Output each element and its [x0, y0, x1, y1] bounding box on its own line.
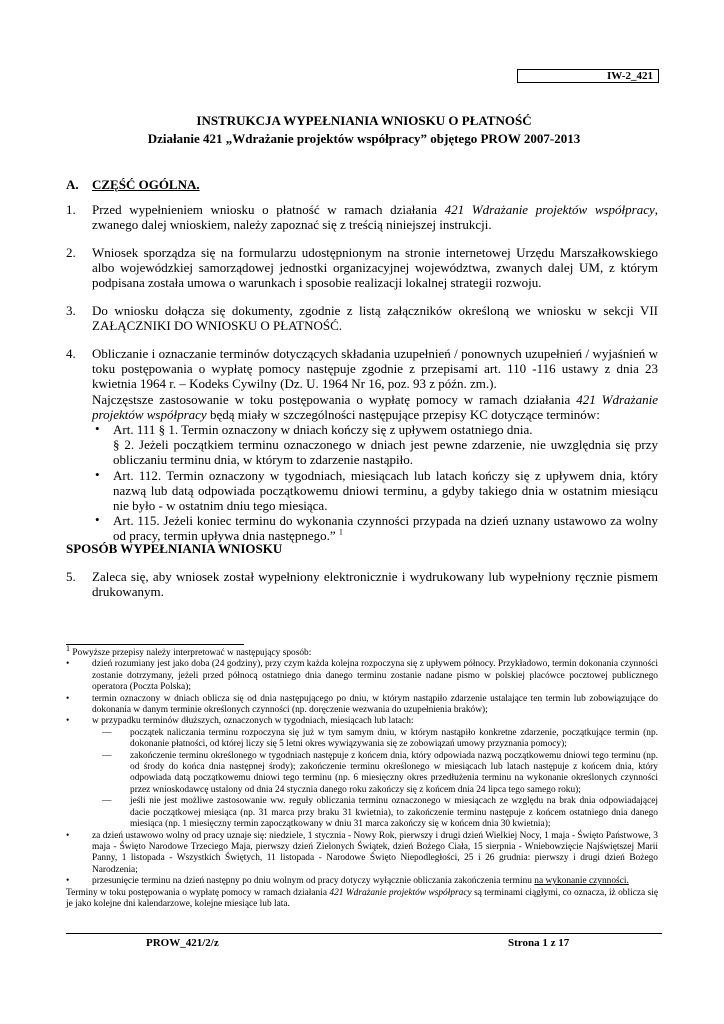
item-paragraph: Obliczanie i oznaczanie terminów dotyczących składania uzupełnień / ponownych uzupełnień / wyjaśnień w toku postępowania o wypłatę pomocy następuje zgodnie z przepisami art. 110 -116 ustawy z dnia 23 kwietnia 1964 r. – Kodeks Cywilny (Dz. U. 1964 Nr 16, poz. 93 z późn. zm.). [92, 346, 658, 392]
bullet-item: • Art. 111 § 1. Termin oznaczony w dniach kończy się z upływem ostatniego dnia. [95, 421, 533, 438]
dash-icon: — [102, 750, 112, 761]
bullet-item: • Art. 115. Jeżeli koniec terminu do wykonania czynności przypada na dzień uznany ustawowo za wolny od pracy, termin upływa dnia następnego.” $^1$ [95, 512, 658, 544]
bullet-icon: • [95, 421, 100, 437]
footnote-ref[interactable]: 1 [338, 528, 343, 538]
item-text: Do wniosku dołącza się dokumenty, zgodnie z listą załączników określoną we wniosku w sekcji VII ZAŁĄCZNIKI DO WNIOSKU O PŁATNOŚĆ. [92, 303, 658, 334]
footnote-bullet: • przesunięcie terminu na dzień następny po dniu wolnym od pracy dotyczy wyłącznie obliczania zakończenia terminu na wykonanie czynności. [66, 876, 629, 887]
bullet-icon: • [95, 466, 100, 482]
document-subtitle: Działanie 421 „Wdrażanie projektów współpracy” objętego PROW 2007-2013 [147, 131, 581, 146]
bullet-item: • Art. 112. Termin oznaczony w tygodniach, miesiącach lub latach kończy się z upływem dnia, który nazwą lub datą odpowiada początkowemu dniowi terminu, a gdyby takiego dnia w ostatnim miesiącu nie było - w ostatnim dniu tego miesiąca. [95, 466, 658, 514]
item-number: 3. [66, 303, 76, 318]
page-number: Strona 1 z 17 [508, 937, 570, 949]
item-text: Wniosek sporządza się na formularzu udostępnionym na stronie internetowej Urzędu Marszałkowskiego albo wojewódzkiej samorządowej jednostki organizacyjnej województwa, zwanych dalej UM, z którym podpisana została umowa o warunkach i sposobie realizacji lokalnej strategii rozwoju. [92, 245, 658, 291]
item-number: 5. [66, 569, 76, 584]
footnote-bullet: • za dzień ustawowo wolny od pracy uznaje się: niedziele, 1 stycznia - Nowy Rok, pierwszy i drugi dzień Wielkiej Nocy, 1 maja - Święto Państwowe, 3 maja - Święto Narodowe Trzeciego Maja, pierwszy dzień Zielonych Świątek, dzień Bożego Ciała, 15 sierpnia - Wniebowzięcie Najświętszej Marii Panny, 1 listopada - Wszystkich Świętych, 11 listopada - Narodowe Święto Niepodległości, 25 i 26 grudnia: pierwszy i drugi dzień Bożego Narodzenia; [66, 830, 658, 875]
footnote-closing: Terminy w toku postępowania o wypłatę pomocy w ramach działania 421 Wdrażanie projektów współpracy są terminami ciągłymi, co oznacza, iż oblicza się je jako kolejne dni kalendarzowe, kolejne miesiące lub lata. [66, 887, 658, 909]
item-number: 4. [66, 346, 76, 361]
section-a-label: A. [66, 177, 79, 192]
footnote-bullet: • termin oznaczony w dniach oblicza się od dnia następującego po dniu, w którym nastąpiło zdarzenie ustalające ten termin lub zobowiązujące do dokonania w danym terminie określonych czynności (np. doręczenie wezwania do uzupełnienia braków); [66, 693, 658, 716]
footnote-separator [66, 644, 244, 645]
section-a-heading [66, 177, 200, 192]
footnote-bullet: • w przypadku terminów dłuższych, oznaczonych w tygodniach, miesiącach lub latach: [66, 716, 414, 727]
section-heading: SPOSÓB WYPEŁNIANIA WNIOSKU [66, 541, 283, 556]
footnote-dash-item: — zakończenie terminu określonego w tygodniach następuje z końcem dnia, który odpowiada nazwą początkowemu dniowi tego terminu (np. od środy do końca dnia następnej środy); zakończenie terminu określonego w miesiącach lub latach następuje z końcem dnia, który odpowiada datą początkowemu dniowi tego terminu (np. 6 miesięczny okres przedłużenia terminu na wykonanie określonych czynności przez wnioskodawcę ustalony od dnia 24 stycznia danego roku zakończy się z końcem dnia 24 lipca tego samego roku); [102, 750, 658, 795]
footnote-dash-item: — jeśli nie jest możliwe zastosowanie ww. reguły obliczania terminu oznaczonego w miesiącach ze względu na brak dnia odpowiadającej dacie początkowej miesiąca (np. 31 marca przy braku 31 kwietnia), to zakończenie terminu następuje z końcem ostatniego dnia danego miesiąca (np. 1 miesięczny termin zapoczątkowany w dniu 31 marca zakończy się w końcem dnia 30 kwietnia); [102, 796, 658, 830]
footnote-dash-item: — początek naliczania terminu rozpoczyna się już w tym samym dniu, w którym nastąpiło konkretne zdarzenie, początkujące termin (np. dokonanie płatności, od której liczy się 5 letni okres wywiązywania się ze zobowiązań umowy przyznania pomocy); [102, 727, 658, 750]
bullet-continuation: § 2. Jeżeli początkiem terminu oznaczonego w dniach jest pewne zdarzenie, nie uwzględnia się przy obliczaniu terminu dnia, w którym to zdarzenie nastąpiło. [113, 437, 658, 468]
dash-icon: — [102, 727, 112, 738]
section-a-title: CZĘŚĆ OGÓLNA. [92, 177, 200, 192]
bullet-icon: • [66, 716, 70, 727]
footer-separator [66, 933, 662, 934]
dash-icon: — [102, 796, 112, 807]
item-text: Zaleca się, aby wniosek został wypełniony elektronicznie i wydrukowany lub wypełniony ręcznie pismem drukowanym. [92, 569, 658, 600]
bullet-icon: • [66, 659, 70, 670]
footer-doc-code: PROW_421/2/z [146, 937, 219, 949]
bullet-icon: • [66, 693, 70, 704]
list-item-4 [66, 346, 658, 544]
item-paragraph: Najczęstsze zastosowanie w toku postępowania o wypłatę pomocy w ramach działania 421 Wdrażanie projektów współpracy będą miały w szczególności następujące przepisy KC dotyczące terminów: [92, 391, 658, 422]
list-item-1: 1. Przed wypełnieniem wniosku o płatność w ramach działania 421 Wdrażanie projektów współpracy, zwanego dalej wnioskiem, należy zapoznać się z treścią niniejszej instrukcji. [66, 202, 659, 233]
item-number: 2. [66, 245, 76, 260]
footnote-number: 1 [66, 643, 70, 653]
list-item-3 [66, 303, 658, 333]
bullet-icon: • [66, 830, 70, 841]
bullet-icon: • [66, 876, 70, 887]
list-item-5 [66, 569, 658, 599]
list-item-2 [66, 245, 658, 291]
document-code-box: IW-2_421 [517, 69, 659, 83]
footnote: $^1$ Powyższe przepisy należy interpretować w następujący sposób: • dzień rozumiany jest jako doba (24 godziny), przy czym każda kolejna rozpoczyna się z upływem północy. Przykładowo, termin dokonania czynności zostanie dotrzymany, jeżeli przed północą ostatniego dnia danego terminu zostanie nadane pismo w polskiej placówce pocztowej publicznego operatora (Poczta Polska); • termin oznaczony w dniach oblicza się od dnia następującego po dniu, w którym nastąpiło zdarzenie ustalające ten termin lub zobowiązujące do dokonania w danym terminie określonych czynności (np. doręczenie wezwania do uzupełnienia braków); • w przypadku terminów dłuższych, oznaczonych w tygodniach, miesiącach lub latach: — początek naliczania terminu rozpoczyna się już w tym samym dniu, w którym nastąpiło konkretne zdarzenie, początkujące termin (np. dokonanie płatności, od której liczy się 5 letni okres wywiązywania się ze zobowiązań umowy przyznania pomocy); — zakończenie terminu określonego w tygodniach następuje z końcem dnia, który odpowiada nazwą początkowemu dniowi tego terminu (np. od środy do końca dnia następnej środy); zakończenie terminu określonego w miesiącach lub latach następuje z końcem dnia, który odpowiada datą początkowemu dniowi tego terminu (np. 6 miesięczny okres przedłużenia terminu na wykonanie określonych czynności przez wnioskodawcę ustalony od dnia 24 stycznia danego roku zakończy się z końcem dnia 24 lipca tego samego roku); — jeśli nie jest możliwe zastosowanie ww. reguły obliczania terminu oznaczonego w miesiącach ze względu na brak dnia odpowiadającej dacie początkowej miesiąca (np. 31 marca przy braku 31 kwietnia), to zakończenie terminu następuje z końcem ostatniego dnia danego miesiąca (np. 1 miesięczny termin zapoczątkowany w dniu 31 marca zakończy się w końcem dnia 30 kwietnia); • za dzień ustawowo wolny od pracy uznaje się: niedziele, 1 stycznia - Nowy Rok, pierwszy i drugi dzień Wielkiej Nocy, 1 maja - Święto Państwowe, 3 maja - Święto Narodowe Trzeciego Maja, pierwszy dzień Zielonych Świątek, dzień Bożego Ciała, 15 sierpnia - Wniebowzięcie Najświętszej Marii Panny, 1 listopada - Wszystkich Świętych, 11 listopada - Narodowe Święto Niepodległości, 25 i 26 grudnia: pierwszy i drugi dzień Bożego Narodzenia; • przesunięcie terminu na dzień następny po dniu wolnym od pracy dotyczy wyłącznie obliczania zakończenia terminu na wykonanie czynności. Terminy w toku postępowania o wypłatę pomocy w ramach działania 421 Wdrażanie projektów współpracy są terminami ciągłymi, co oznacza, iż oblicza się je jako kolejne dni kalendarzowe, kolejne miesiące lub lata. [66, 643, 658, 909]
item-number: 1. [66, 202, 76, 217]
footnote-bullet: • dzień rozumiany jest jako doba (24 godziny), przy czym każda kolejna rozpoczyna się z upływem północy. Przykładowo, termin dokonania czynności zostanie dotrzymany, jeżeli przed północą ostatniego dnia danego terminu zostanie nadane pismo w polskiej placówce pocztowej publicznego operatora (Poczta Polska); [66, 659, 658, 693]
bullet-icon: • [95, 512, 100, 528]
document-title: INSTRUKCJA WYPEŁNIANIA WNIOSKU O PŁATNOŚĆ [196, 113, 532, 128]
